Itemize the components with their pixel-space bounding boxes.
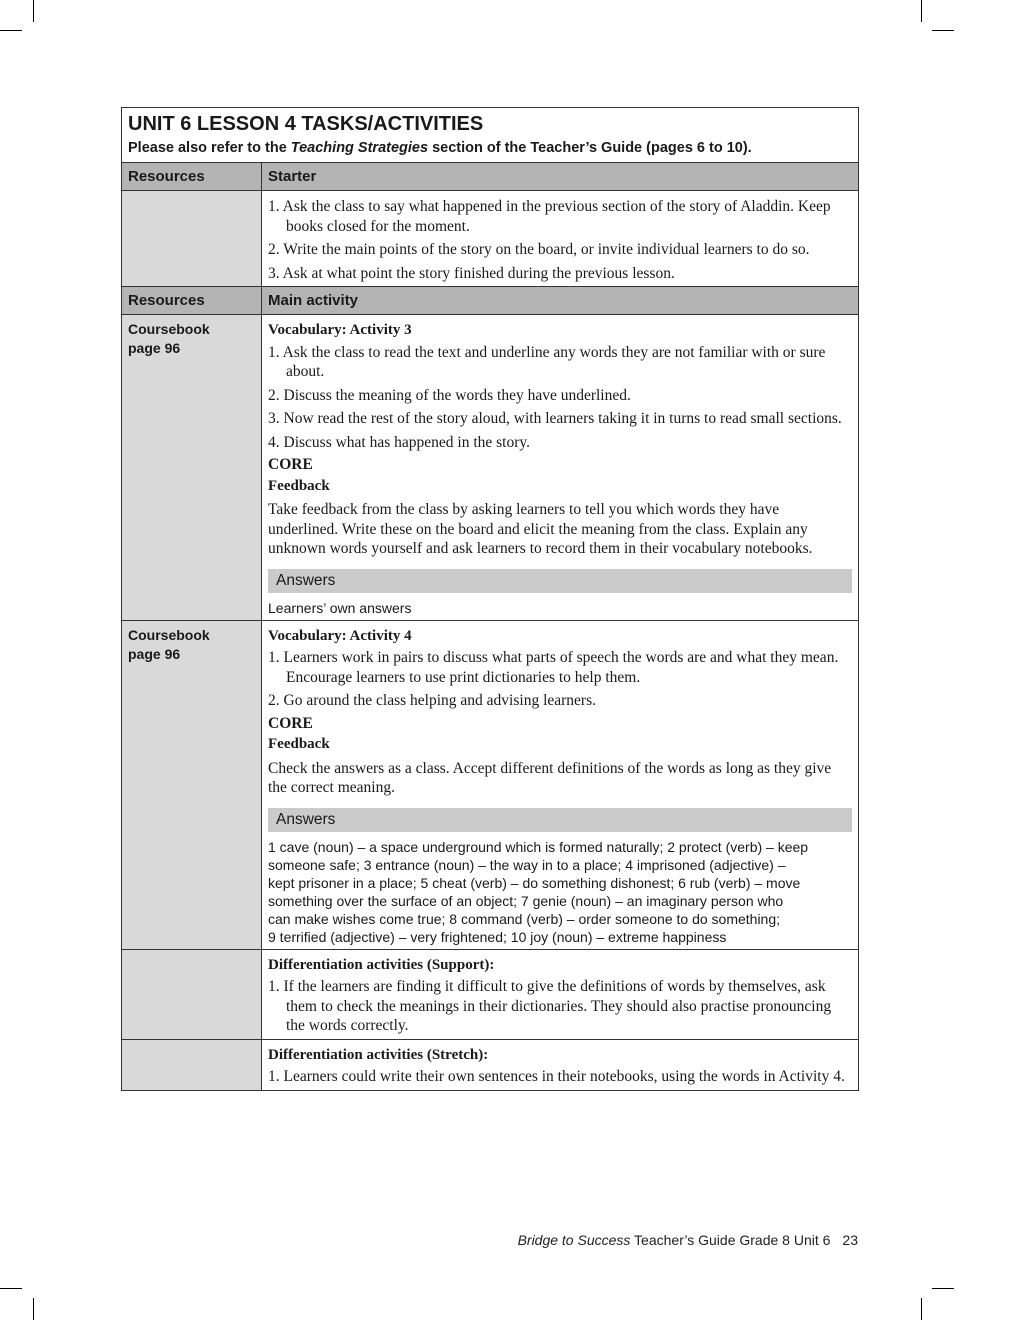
resources-header: Resources	[122, 287, 262, 315]
resource-name: Coursebook	[128, 321, 210, 337]
resource-name: Coursebook	[128, 626, 210, 643]
activity4-row	[122, 620, 859, 949]
list-item: 3. Ask at what point the story finished during the previous lesson.	[268, 264, 675, 282]
stretch-content	[262, 1039, 859, 1090]
list-item: 1. Learners could write their own sentences in their notebooks, using the words in Activity 4.	[268, 1068, 845, 1085]
resources-cell	[122, 1039, 262, 1090]
answer-line: 9 terrified (adjective) – very frightened; 10 joy (noun) – extreme happiness	[268, 928, 727, 945]
feedback-text: Take feedback from the class by asking learners to tell you which words they have underlined. Write these on the board and elicit the meaning from the class. Explain any unknown words yourself and ask learners to record them in their vocabulary notebooks.	[268, 501, 813, 557]
answer-line: 1 cave (noun) – a space underground which is formed naturally; 2 protect (verb) – keep	[268, 838, 809, 855]
starter-header: Starter	[262, 163, 859, 191]
activity3-steps	[268, 343, 852, 453]
main-header-row	[122, 287, 859, 315]
title-cell	[122, 108, 859, 163]
starter-steps	[268, 197, 852, 283]
differentiation-heading: Differentiation activities (Stretch):	[268, 1046, 489, 1063]
refer-pre: Please also refer to the	[128, 140, 291, 156]
activity3-content	[262, 315, 859, 621]
refer-line	[128, 138, 852, 158]
guide-label: Teacher’s Guide Grade 8 Unit 6	[630, 1232, 831, 1248]
support-steps	[268, 977, 852, 1036]
resources-cell	[122, 620, 262, 949]
answer-line: kept prisoner in a place; 5 cheat (verb) – do something dishonest; 6 rub (verb) – move	[268, 874, 801, 891]
feedback-heading: Feedback	[268, 736, 330, 752]
resources-header: Resources	[122, 163, 262, 191]
crop-mark	[33, 1298, 34, 1320]
core-label: CORE	[268, 714, 313, 732]
support-row	[122, 949, 859, 1039]
starter-content	[262, 191, 859, 287]
answer-line: something over the surface of an object; 7 genie (noun) – an imaginary person who	[268, 892, 784, 909]
crop-mark	[33, 0, 34, 22]
list-item: 1. Ask the class to say what happened in the previous section of the story of Aladdin. Keep books closed for the moment.	[268, 198, 831, 235]
crop-mark	[932, 1288, 954, 1289]
lesson-table	[121, 107, 859, 1091]
core-label: CORE	[268, 456, 313, 473]
list-item: 2. Discuss the meaning of the words they have underlined.	[268, 386, 631, 404]
activity4-content	[262, 620, 859, 949]
list-item: 1. Ask the class to read the text and underline any words they are not familiar with or sure about.	[268, 343, 826, 380]
book-title: Bridge to Success	[517, 1232, 631, 1248]
support-content	[262, 949, 859, 1039]
list-item: 2. Write the main points of the story on the board, or invite individual learners to do so.	[268, 241, 810, 258]
crop-mark	[0, 1288, 22, 1289]
resources-cell	[122, 315, 262, 621]
list-item: 1. Learners work in pairs to discuss what parts of speech the words are and what they mean. Encourage learners to use print dictionaries to help them.	[268, 649, 839, 686]
crop-mark	[921, 0, 922, 22]
activity3-row	[122, 315, 859, 621]
activity-heading: Vocabulary: Activity 4	[268, 627, 412, 644]
activity-heading: Vocabulary: Activity 3	[268, 322, 412, 338]
page-footer	[518, 1232, 858, 1248]
refer-em: Teaching Strategies	[290, 140, 429, 156]
crop-mark	[0, 30, 22, 31]
answers-text	[268, 838, 852, 946]
feedback-heading: Feedback	[268, 477, 330, 494]
refer-post: section of the Teacher’s Guide (pages 6 to 10).	[428, 140, 752, 156]
differentiation-heading: Differentiation activities (Support):	[268, 956, 495, 973]
stretch-steps	[268, 1067, 852, 1087]
answer-line: can make wishes come true; 8 command (verb) – order someone to do something;	[268, 910, 781, 927]
stretch-row	[122, 1039, 859, 1090]
starter-header-row	[122, 163, 859, 191]
unit-title: UNIT 6 LESSON 4 TASKS/ACTIVITIES	[128, 113, 484, 135]
list-item: 1. If the learners are finding it difficult to give the definitions of words by themselves, ask them to check the meanings in their dictionaries. They should also practise pronouncing the words correctly.	[268, 978, 832, 1034]
resource-page: page 96	[128, 645, 181, 662]
crop-mark	[921, 1298, 922, 1320]
activity4-steps	[268, 648, 852, 711]
list-item: 3. Now read the rest of the story aloud, with learners taking it in turns to read small sections.	[268, 410, 842, 427]
answers-bar: Answers	[268, 808, 852, 832]
list-item: 2. Go around the class helping and advising learners.	[268, 692, 596, 709]
answers-bar: Answers	[268, 569, 852, 593]
main-activity-header: Main activity	[262, 287, 859, 315]
resource-page: page 96	[128, 340, 181, 356]
starter-row	[122, 191, 859, 287]
answer-line: someone safe; 3 entrance (noun) – the way in to a place; 4 imprisoned (adjective) –	[268, 856, 786, 873]
answers-text: Learners’ own answers	[268, 599, 412, 616]
resources-cell	[122, 949, 262, 1039]
feedback-text: Check the answers as a class. Accept different definitions of the words as long as they give the correct meaning.	[268, 759, 832, 796]
page-number: 23	[842, 1232, 858, 1248]
resources-cell	[122, 191, 262, 287]
crop-mark	[932, 30, 954, 31]
list-item: 4. Discuss what has happened in the story.	[268, 433, 531, 451]
